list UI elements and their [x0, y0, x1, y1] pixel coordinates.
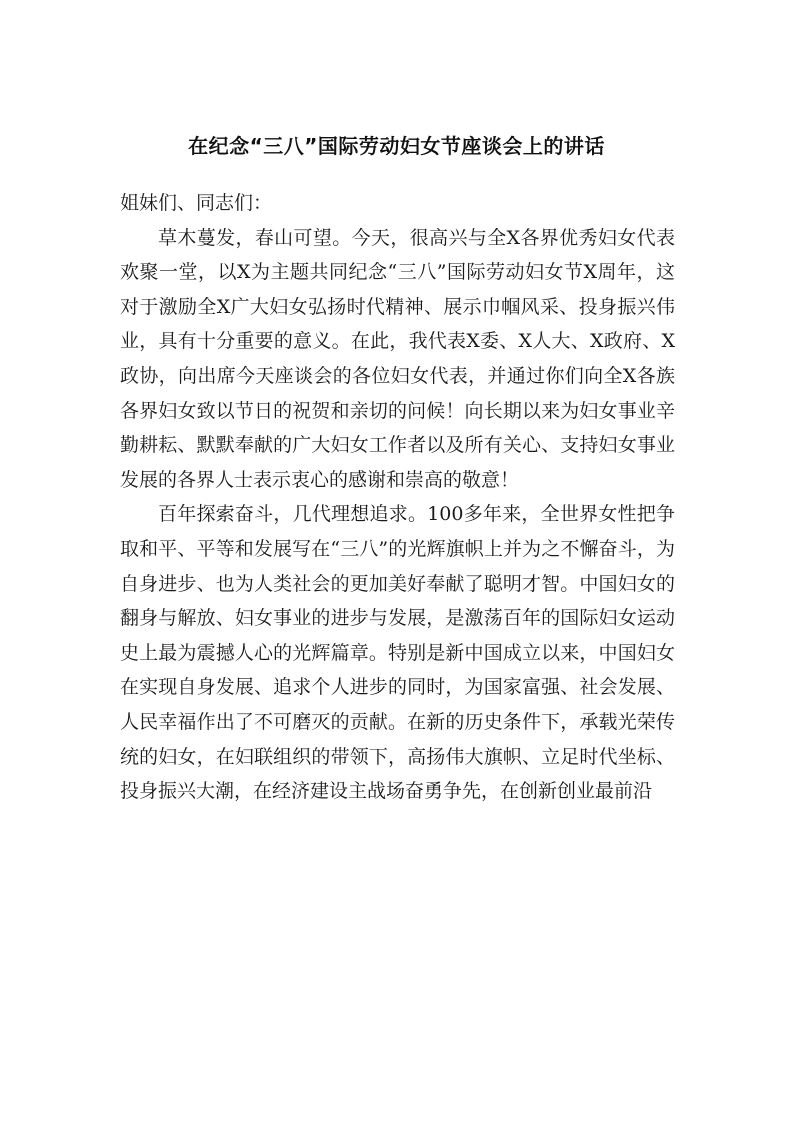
- paragraph-2: 百年探索奋斗，几代理想追求。100多年来，全世界女性把争取和平、平等和发展写在“三八”的光辉旗帜上并为之不懈奋斗，为自身进步、也为人类社会的更加美好奉献了聪明才智。中国妇女的翻身与解放、妇女事业的进步与发展，是激荡百年的国际妇女运动史上最为震撼人心的光辉篇章。特别是新中国成立以来，中国妇女在实现自身发展、追求个人进步的同时，为国家富强、社会发展、人民幸福作出了不可磨灭的贡献。在新的历史条件下，承载光荣传统的妇女，在妇联组织的带领下，高扬伟大旗帜、立足时代坐标、投身振兴大潮，在经济建设主战场奋勇争先，在创新创业最前沿: [120, 503, 675, 803]
- paragraph-1: 草木蔓发，春山可望。今天，很高兴与全X各界优秀妇女代表欢聚一堂，以X为主题共同纪念“三八”国际劳动妇女节X周年，这对于激励全X广大妇女弘扬时代精神、展示巾帼风采、投身振兴伟业，具有十分重要的意义。在此，我代表X委、X人大、X政府、X政协，向出席今天座谈会的各位妇女代表，并通过你们向全X各族各界妇女致以节日的祝贺和亲切的问候！向长期以来为妇女事业辛勤耕耘、默默奉献的广大妇女工作者以及所有关心、支持妇女事业发展的各界人士表示衷心的感谢和崇高的敬意！: [120, 226, 675, 491]
- document-title: 在纪念“三八”国际劳动妇女节座谈会上的讲话: [188, 134, 605, 158]
- document-body: [120, 186, 675, 809]
- salutation: 姐妹们、同志们：: [120, 192, 273, 214]
